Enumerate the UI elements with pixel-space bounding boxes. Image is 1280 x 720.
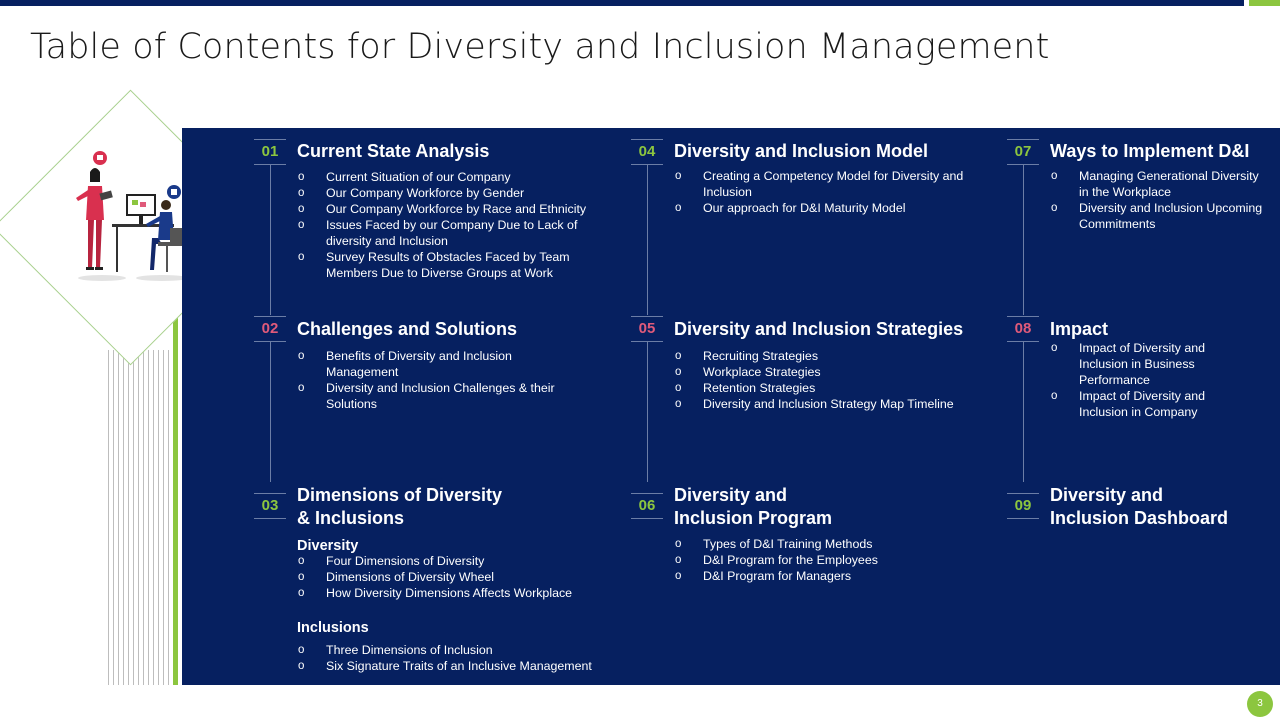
timeline-line-col3	[1023, 165, 1024, 315]
section-number-02: 02	[255, 317, 285, 341]
section-number-04: 04	[632, 140, 662, 164]
list-item[interactable]: o Benefits of Diversity and Inclusion Management	[297, 348, 567, 380]
list-item[interactable]: o Diversity and Inclusion Upcoming Commitments	[1050, 200, 1270, 232]
subheading-diversity: Diversity	[297, 538, 359, 554]
section-title-ways-to-implement[interactable]: Ways to Implement D&I	[1050, 141, 1250, 161]
section-title-dimensions-line2[interactable]: & Inclusions	[297, 508, 405, 528]
section-title-diversity-inclusion-model[interactable]: Diversity and Inclusion Model	[674, 141, 929, 161]
list-item[interactable]: o Dimensions of Diversity Wheel	[297, 569, 627, 585]
timeline-line-col2b	[647, 342, 648, 482]
list-item[interactable]: o Creating a Competency Model for Diversity and Inclusion	[674, 168, 974, 200]
decorative-stripes	[108, 330, 170, 685]
list-item[interactable]: o Four Dimensions of Diversity	[297, 553, 627, 569]
list-item[interactable]: o Issues Faced by our Company Due to Lack of diversity and Inclusion	[297, 217, 617, 249]
section-title-challenges-and-solutions[interactable]: Challenges and Solutions	[297, 319, 518, 339]
timeline-line-col1	[270, 165, 271, 315]
list-item[interactable]: o Impact of Diversity and Inclusion in Company	[1050, 388, 1250, 420]
decorative-green-bar	[173, 300, 178, 685]
list-item[interactable]: o Survey Results of Obstacles Faced by Team Members Due to Diverse Groups at Work	[297, 249, 617, 281]
section-title-impact[interactable]: Impact	[1050, 319, 1109, 339]
list-item[interactable]: o Our Company Workforce by Gender	[297, 185, 617, 201]
inclusions-items	[297, 642, 627, 674]
list-item[interactable]: o Current Situation of our Company	[297, 169, 617, 185]
section-number-09: 09	[1008, 494, 1038, 518]
section-05-items	[674, 348, 994, 412]
section-06-items	[674, 536, 974, 584]
top-bar-accent	[1249, 0, 1280, 6]
section-number-08: 08	[1008, 317, 1038, 341]
section-number-01: 01	[255, 140, 285, 164]
list-item[interactable]: o Retention Strategies	[674, 380, 994, 396]
section-number-07: 07	[1008, 140, 1038, 164]
section-title-dimensions-line1[interactable]: Dimensions of Diversity	[297, 485, 503, 505]
list-item[interactable]: o Three Dimensions of Inclusion	[297, 642, 627, 658]
timeline-line-col3b	[1023, 342, 1024, 482]
section-number-03: 03	[255, 494, 285, 518]
list-item[interactable]: o D&I Program for the Employees	[674, 552, 974, 568]
list-item[interactable]: o Our Company Workforce by Race and Ethnicity	[297, 201, 617, 217]
list-item[interactable]: o Managing Generational Diversity in the Workplace	[1050, 168, 1270, 200]
section-title-program-line1[interactable]: Diversity and	[674, 485, 788, 505]
list-item[interactable]: o Workplace Strategies	[674, 364, 994, 380]
diversity-items	[297, 553, 627, 601]
timeline-line-col2	[647, 165, 648, 315]
section-title-diversity-inclusion-strategies[interactable]: Diversity and Inclusion Strategies	[674, 319, 964, 339]
section-number-05: 05	[632, 317, 662, 341]
page-number-badge: 3	[1247, 691, 1273, 717]
section-number-06: 06	[632, 494, 662, 518]
section-02-items	[297, 348, 567, 412]
section-07-items	[1050, 168, 1270, 232]
list-item[interactable]: o How Diversity Dimensions Affects Workplace	[297, 585, 627, 601]
list-item[interactable]: o Recruiting Strategies	[674, 348, 994, 364]
list-item[interactable]: o Diversity and Inclusion Strategy Map Timeline	[674, 396, 994, 412]
list-item[interactable]: o Six Signature Traits of an Inclusive Management	[297, 658, 627, 674]
section-title-program-line2[interactable]: Inclusion Program	[674, 508, 833, 528]
section-title-current-state-analysis[interactable]: Current State Analysis	[297, 141, 490, 161]
section-title-dashboard-line1[interactable]: Diversity and	[1050, 485, 1164, 505]
list-item[interactable]: o Our approach for D&I Maturity Model	[674, 200, 974, 216]
top-bar	[0, 0, 1244, 6]
list-item[interactable]: o Impact of Diversity and Inclusion in Business Performance	[1050, 340, 1250, 388]
page-title: Table of Contents for Diversity and Inclusion Management	[30, 27, 1050, 67]
list-item[interactable]: o D&I Program for Managers	[674, 568, 974, 584]
list-item[interactable]: o Types of D&I Training Methods	[674, 536, 974, 552]
subheading-inclusions: Inclusions	[297, 620, 369, 636]
section-title-dashboard-line2[interactable]: Inclusion Dashboard	[1050, 508, 1229, 528]
list-item[interactable]: o Diversity and Inclusion Challenges & their Solutions	[297, 380, 567, 412]
section-04-items	[674, 168, 974, 216]
office-illustration-icon	[62, 150, 202, 290]
section-08-items	[1050, 340, 1250, 420]
section-01-items	[297, 169, 617, 281]
timeline-line-col1b	[270, 342, 271, 482]
